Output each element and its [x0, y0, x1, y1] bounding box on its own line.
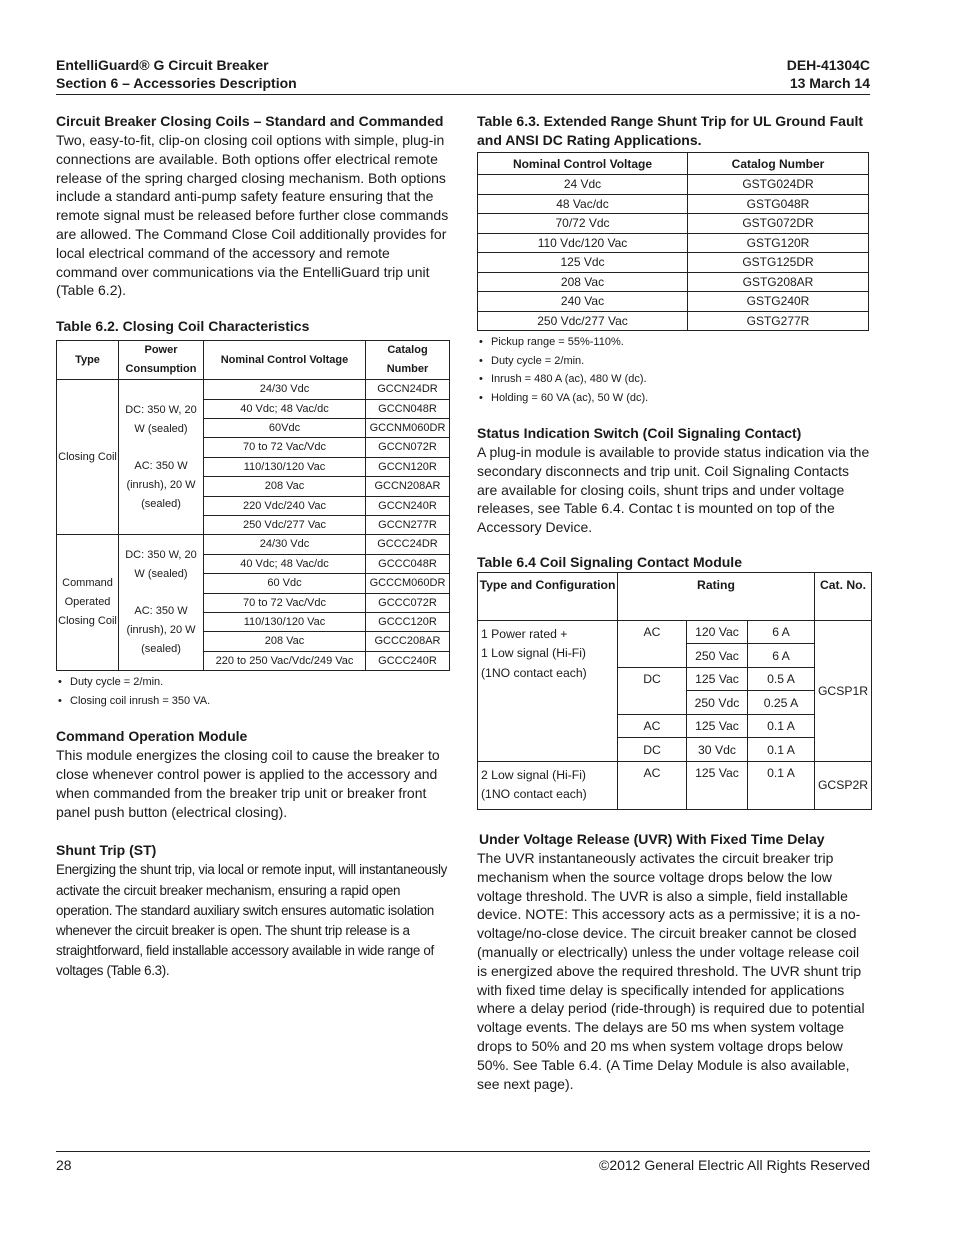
col-header-voltage: Nominal Control Voltage	[204, 341, 366, 380]
shunt-trip-heading: Shunt Trip (ST)	[56, 842, 157, 859]
col-header-rating: Rating	[618, 572, 815, 620]
amps-cell: 0.5 A	[748, 667, 815, 691]
voltage-cell: 110 Vdc/120 Vac	[478, 233, 688, 253]
catalog-cell: GCCC24DR	[366, 535, 450, 554]
catalog-cell: GCCN277R	[366, 516, 450, 535]
coil-signaling-table	[477, 572, 872, 810]
catalog-cell: GCCN120R	[366, 457, 450, 476]
voltage-cell: 250 Vdc/277 Vac	[478, 311, 688, 331]
footer-rule	[56, 1151, 870, 1152]
voltage-cell: 220 Vdc/240 Vac	[204, 496, 366, 515]
closing-coil-table	[56, 340, 450, 671]
power-ac: AC: 350 W (inrush), 20 W (sealed)	[126, 459, 196, 510]
amps-cell: 0.25 A	[748, 691, 815, 715]
col-header-type: Type and Configuration	[478, 572, 618, 620]
voltage-cell: 24 Vdc	[478, 175, 688, 195]
doc-date: 13 March 14	[789, 75, 870, 91]
current-type-cell: AC	[618, 714, 687, 738]
voltage-cell: 208 Vac	[204, 632, 366, 651]
table-note: • Inrush = 480 A (ac), 480 W (dc).	[479, 370, 871, 389]
catalog-cell: GCCNM060DR	[366, 418, 450, 437]
catalog-cell: GSTG024DR	[688, 175, 869, 195]
voltage-cell: 70 to 72 Vac/Vdc	[204, 438, 366, 457]
shunt-trip-body: Energizing the shunt trip, via local or remote input, will instantaneously activate the circuit breaker mechanism, ensuring a rapid open operation. The standard auxiliary switch ensures automatic isolation whenever the circuit breaker is open. The shunt trip release is a straightforward, field installable accessory available in wide range of voltages (Table 6.3).	[56, 862, 447, 979]
config-line: 2 Low signal (Hi-Fi)	[481, 767, 586, 782]
power-cell	[119, 380, 204, 535]
voltage-cell: 70/72 Vdc	[478, 214, 688, 234]
table-note: • Closing coil inrush = 350 VA.	[58, 692, 449, 711]
status-switch-heading: Status Indication Switch (Coil Signaling Contact)	[477, 425, 802, 441]
current-type-cell: AC	[618, 761, 687, 809]
catalog-cell: GCCC048R	[366, 554, 450, 573]
config-line: (1NO contact each)	[481, 787, 587, 802]
command-module-heading: Command Operation Module	[56, 728, 248, 745]
voltage-cell: 220 to 250 Vac/Vdc/249 Vac	[204, 651, 366, 670]
col-header-type: Type	[57, 341, 119, 380]
col-header-voltage: Nominal Control Voltage	[478, 153, 688, 175]
voltage-cell: 125 Vdc	[478, 253, 688, 273]
voltage-cell: 110/130/120 Vac	[204, 613, 366, 632]
section-title: Section 6 – Accessories Description	[56, 75, 297, 91]
catalog-cell: GCCC208AR	[366, 632, 450, 651]
power-cell	[119, 535, 204, 671]
config-line: 1 Low signal (Hi-Fi)	[481, 646, 586, 661]
col-header-catalog: Catalog Number	[366, 341, 450, 380]
doc-number: DEH-41304C	[786, 57, 870, 73]
power-dc: DC: 350 W, 20 W (sealed)	[125, 403, 197, 435]
table-note: • Holding = 60 VA (ac), 50 W (dc).	[479, 389, 871, 408]
voltage-cell: 48 Vac/dc	[478, 194, 688, 214]
catalog-cell: GSTG277R	[688, 311, 869, 331]
table63-caption: Table 6.3. Extended Range Shunt Trip for UL Ground Fault and ANSI DC Rating Applications.	[477, 113, 864, 148]
type-cell: Command Operated Closing Coil	[57, 535, 119, 671]
current-type-cell: DC	[618, 667, 687, 714]
voltage-cell: 250 Vdc/277 Vac	[204, 516, 366, 535]
col-header-catalog: Catalog Number	[688, 153, 869, 175]
voltage-cell: 60 Vdc	[204, 574, 366, 593]
catalog-cell: GCCC072R	[366, 593, 450, 612]
shunt-trip-table	[477, 152, 869, 331]
catalog-cell: GSTG120R	[688, 233, 869, 253]
voltage-cell: 24/30 Vdc	[204, 535, 366, 554]
amps-cell: 6 A	[748, 644, 815, 668]
voltage-cell: 240 Vac	[478, 292, 688, 312]
catalog-cell: GSTG125DR	[688, 253, 869, 273]
config-cell	[478, 761, 618, 809]
config-line: 1 Power rated +	[481, 626, 568, 641]
catalog-cell: GCCN240R	[366, 496, 450, 515]
catalog-cell: GCCN208AR	[366, 477, 450, 496]
catalog-cell: GSTG240R	[688, 292, 869, 312]
current-type-cell: AC	[618, 620, 687, 667]
voltage-cell: 125 Vac	[687, 667, 748, 691]
table62-caption: Table 6.2. Closing Coil Characteristics	[56, 318, 310, 335]
voltage-cell: 125 Vac	[687, 714, 748, 738]
catalog-cell: GCCN24DR	[366, 380, 450, 399]
cat-cell: GCSP2R	[815, 761, 872, 809]
doc-title: EntelliGuard® G Circuit Breaker	[56, 57, 269, 73]
voltage-cell: 40 Vdc; 48 Vac/dc	[204, 554, 366, 573]
table63-notes	[477, 333, 871, 407]
col-header-cat: Cat. No.	[815, 572, 872, 620]
right-column	[477, 112, 871, 1093]
amps-cell: 6 A	[748, 620, 815, 644]
amps-cell: 0.1 A	[748, 714, 815, 738]
command-module-body: This module energizes the closing coil to cause the breaker to close whenever control power is applied to the accessory and when commanded from the breaker trip unit or breaker front panel push button (electrical closing).	[56, 747, 440, 820]
voltage-cell: 250 Vac	[687, 644, 748, 668]
catalog-cell: GCCN048R	[366, 399, 450, 418]
voltage-cell: 30 Vdc	[687, 738, 748, 762]
uvr-heading: Under Voltage Release (UVR) With Fixed Time Delay	[479, 830, 825, 847]
page-number: 28	[56, 1157, 72, 1173]
voltage-cell: 125 Vac	[687, 761, 748, 809]
power-dc: DC: 350 W, 20 W (sealed)	[125, 549, 197, 581]
closing-coils-heading: Circuit Breaker Closing Coils – Standard and Commanded	[56, 113, 444, 129]
voltage-cell: 24/30 Vdc	[204, 380, 366, 399]
voltage-cell: 120 Vac	[687, 620, 748, 644]
table-note: • Duty cycle = 2/min.	[58, 673, 449, 692]
type-cell: Closing Coil	[57, 380, 119, 535]
voltage-cell: 208 Vac	[478, 272, 688, 292]
table62-notes	[56, 673, 449, 710]
catalog-cell: GSTG208AR	[688, 272, 869, 292]
voltage-cell: 70 to 72 Vac/Vdc	[204, 593, 366, 612]
closing-coils-body: Two, easy-to-fit, clip-on closing coil options with simple, plug-in connections are available. Both options offer electrical remote release of the spring charged closing mechanism. Both options include a standard anti-pump safety feature ensuring that the remote signal must be released before further close commands are allowed. The Command Close Coil additionally provides for local electrical command of the accessory and remote command over communications via the EntelliGuard trip unit (Table 6.2).	[56, 132, 449, 299]
left-column	[56, 112, 449, 982]
config-line: (1NO contact each)	[481, 665, 587, 680]
voltage-cell: 110/130/120 Vac	[204, 457, 366, 476]
catalog-cell: GCCCM060DR	[366, 574, 450, 593]
status-switch-body: A plug-in module is available to provide status indication via the secondary disconnects and trip unit. Coil Signaling Contacts are available for closing coils, shunt trips and under voltage releases, see Table 6.4. Contac t is mounted on top of the Accessory Device.	[477, 444, 870, 536]
voltage-cell: 60Vdc	[204, 418, 366, 437]
copyright: ©2012 General Electric All Rights Reserved	[599, 1157, 870, 1173]
table-note: • Duty cycle = 2/min.	[479, 352, 871, 371]
cat-cell: GCSP1R	[815, 620, 872, 761]
uvr-body: The UVR instantaneously activates the circuit breaker trip mechanism when the source voltage drops below the low voltage threshold. The UVR is also a simple, field installable device. NOTE: This accessory acts as a permissive; it is a no-voltage/no-close device. The circuit breaker cannot be closed (manually or electrically) unless the under voltage release coil is energized above the required threshold. The UVR shunt trip with fixed time delay is specifically intended for applications where a delay period (ride-through) is required due to potential voltage events. The delays are 50 ms when system voltage drops to 50% and 20 ms when system voltage drops below 50%. See Table 6.4. (A Time Delay Module is also available, see next page).	[477, 849, 865, 1092]
amps-cell: 0.1 A	[748, 761, 815, 809]
catalog-cell: GSTG072DR	[688, 214, 869, 234]
table64-caption: Table 6.4 Coil Signaling Contact Module	[477, 553, 742, 570]
current-type-cell: DC	[618, 738, 687, 762]
catalog-cell: GCCC120R	[366, 613, 450, 632]
header-rule	[56, 94, 870, 95]
voltage-cell: 40 Vdc; 48 Vac/dc	[204, 399, 366, 418]
voltage-cell: 208 Vac	[204, 477, 366, 496]
catalog-cell: GCCC240R	[366, 651, 450, 670]
voltage-cell: 250 Vdc	[687, 691, 748, 715]
amps-cell: 0.1 A	[748, 738, 815, 762]
col-header-power: Power Consumption	[119, 341, 204, 380]
table-note: • Pickup range = 55%-110%.	[479, 333, 871, 352]
catalog-cell: GSTG048R	[688, 194, 869, 214]
config-cell	[478, 620, 618, 761]
power-ac: AC: 350 W (inrush), 20 W (sealed)	[126, 605, 196, 656]
catalog-cell: GCCN072R	[366, 438, 450, 457]
